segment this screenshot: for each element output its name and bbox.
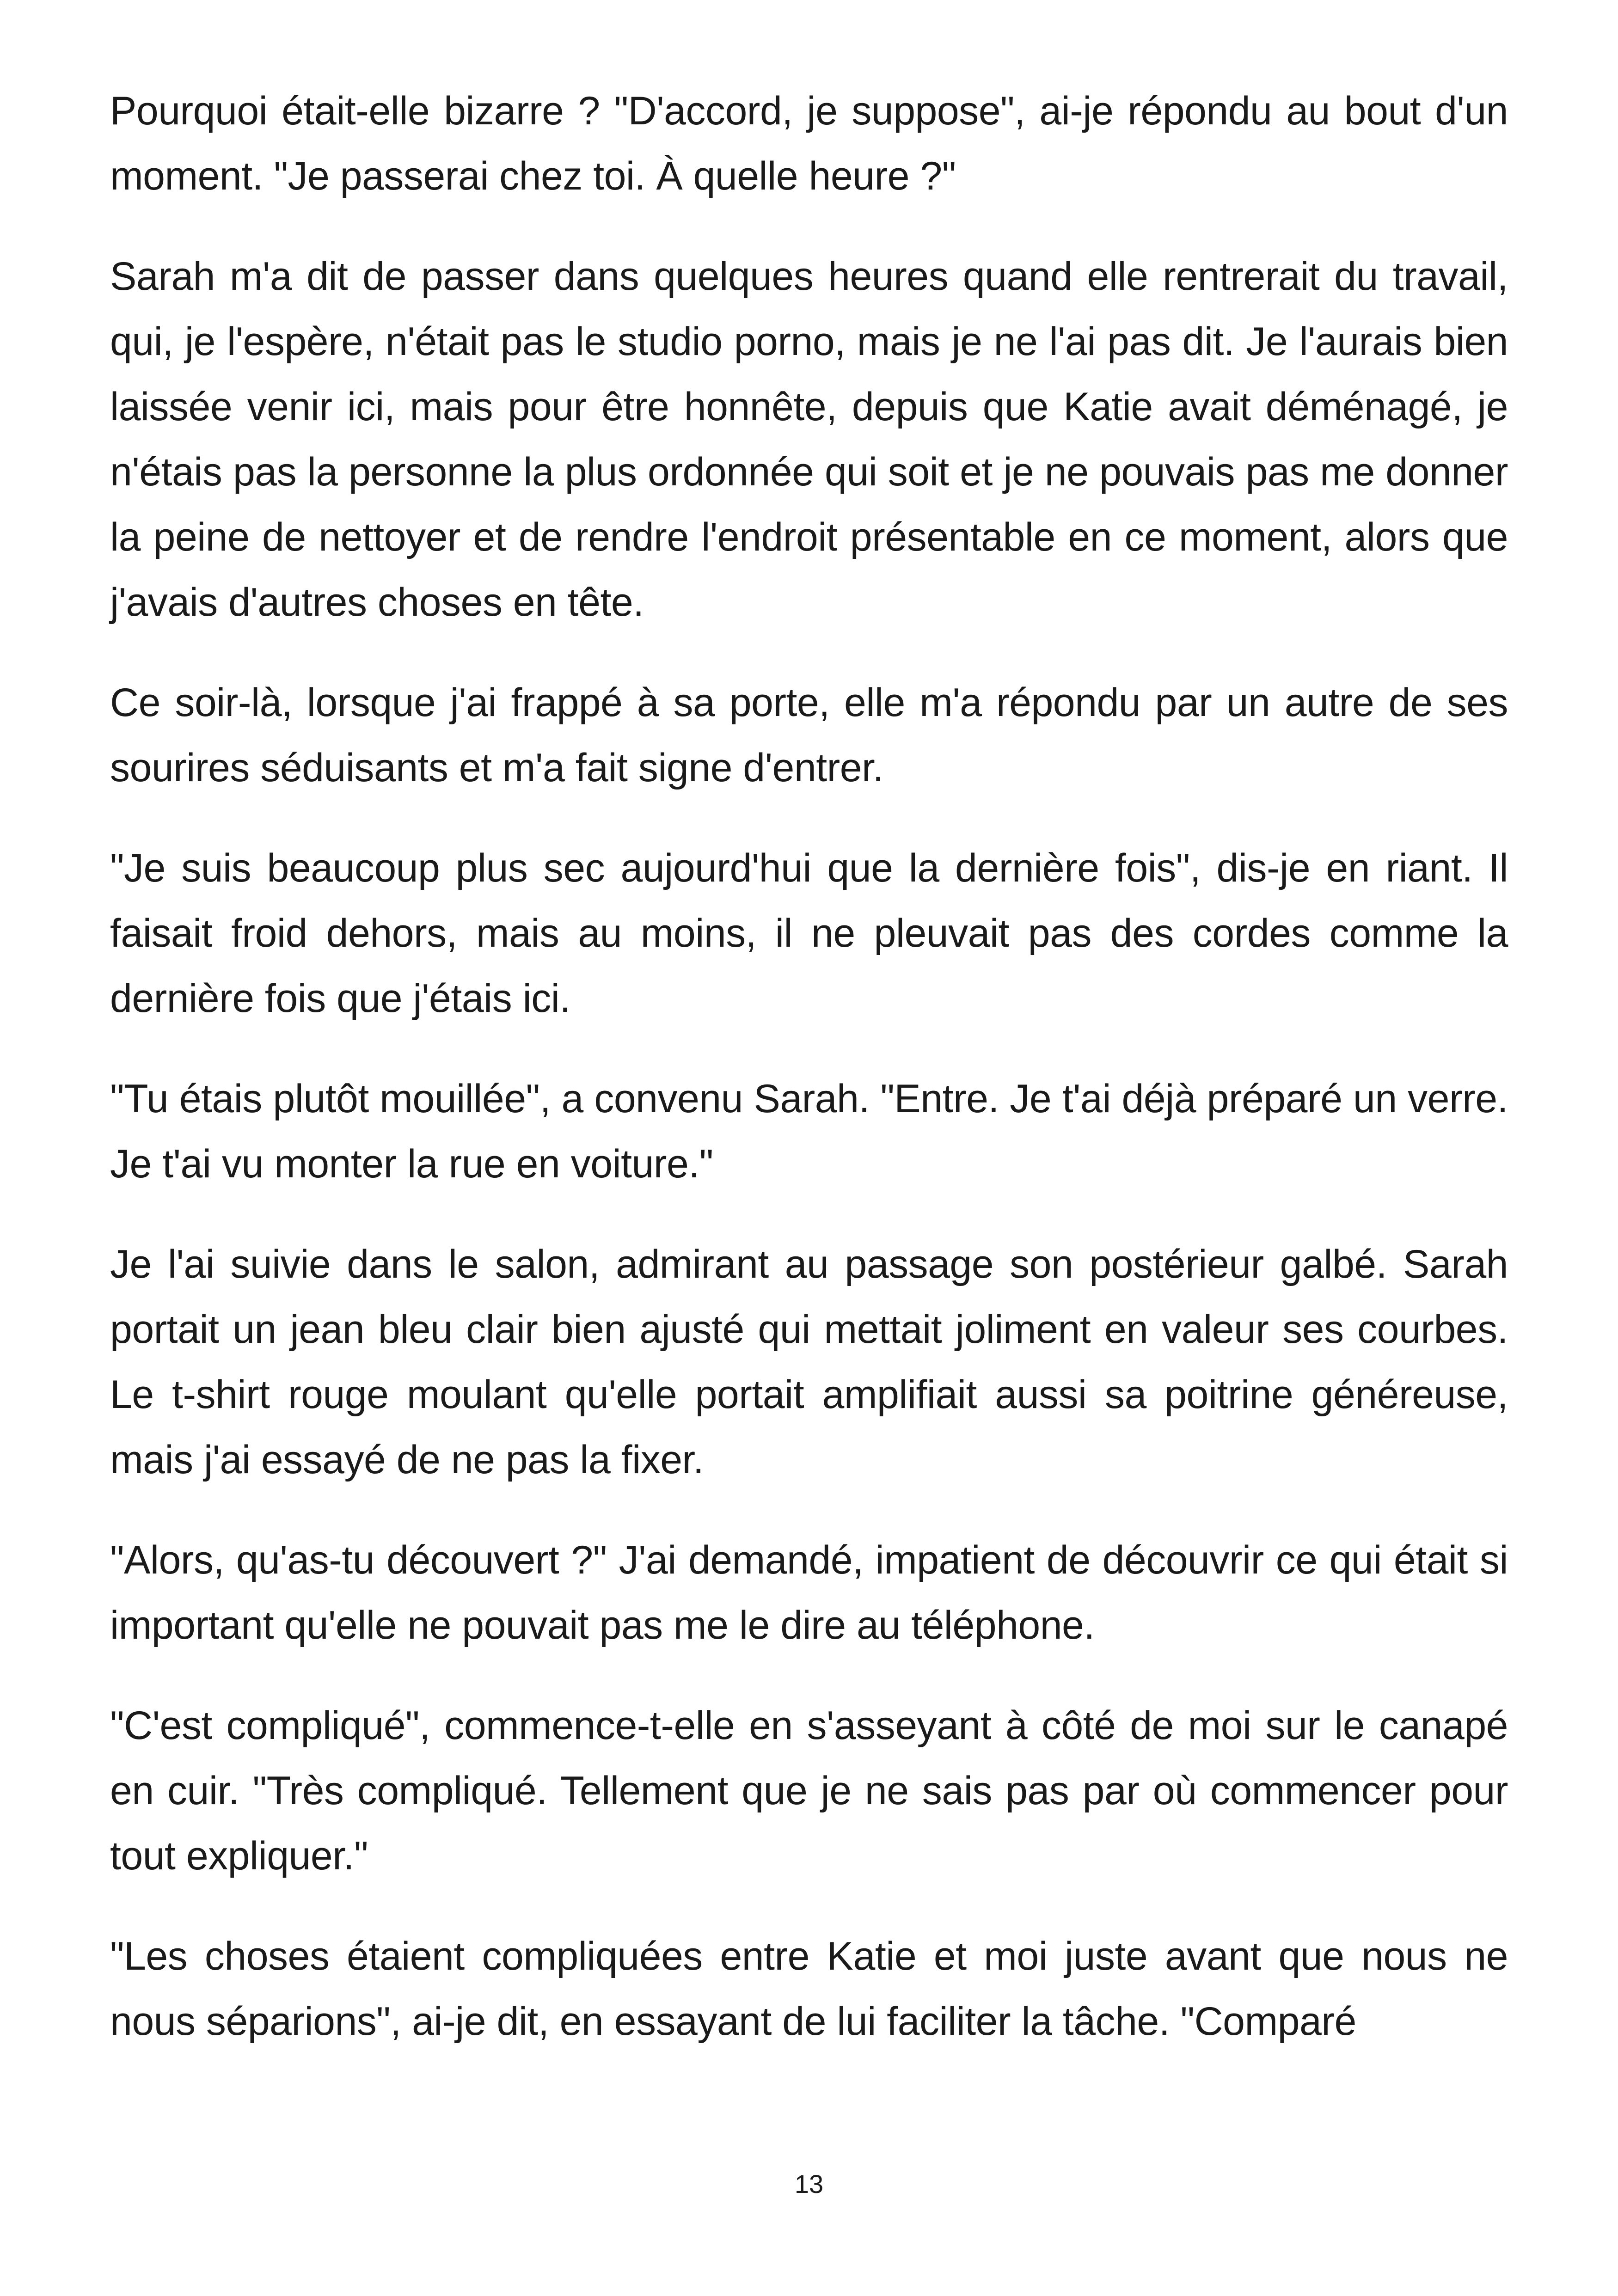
paragraph-2: Sarah m'a dit de passer dans quelques heures quand elle rentrerait du travail, qui, je l'espère, n'était pas le studio porno, mais je ne l'ai pas dit. Je l'aurais bien laissée venir ici, mais pour être honnête, depuis que Katie avait déménagé, je n'étais pas la personne la plus ordonnée qui soit et je ne pouvais pas me donner la peine de nettoyer et de rendre l'endroit présentable en ce moment, alors que j'avais d'autres choses en tête. — [110, 254, 1508, 625]
paragraph-7: "Alors, qu'as-tu découvert ?" J'ai demandé, impatient de découvrir ce qui était si important qu'elle ne pouvait pas me le dire au téléphone. — [110, 1538, 1508, 1647]
paragraph-6: Je l'ai suivie dans le salon, admirant au passage son postérieur galbé. Sarah portait un jean bleu clair bien ajusté qui mettait joliment en valeur ses courbes. Le t-shirt rouge moulant qu'elle portait amplifiait aussi sa poitrine généreuse, mais j'ai essayé de ne pas la fixer. — [110, 1242, 1508, 1482]
paragraph-8: "C'est compliqué", commence-t-elle en s'asseyant à côté de moi sur le canapé en cuir. "Très compliqué. Tellement que je ne sais pas par où commencer pour tout expliquer." — [110, 1703, 1508, 1878]
paragraph-4: "Je suis beaucoup plus sec aujourd'hui que la dernière fois", dis-je en riant. Il faisait froid dehors, mais au moins, il ne pleuvait pas des cordes comme la dernière fois que j'étais ici. — [110, 846, 1508, 1021]
paragraph-5: "Tu étais plutôt mouillée", a convenu Sarah. "Entre. Je t'ai déjà préparé un verre. Je t'ai vu monter la rue en voiture." — [110, 1077, 1508, 1186]
text-body — [110, 79, 1508, 2089]
page-number: 13 — [794, 2169, 824, 2198]
paragraph-9: "Les choses étaient compliquées entre Katie et moi juste avant que nous ne nous séparions", ai-je dit, en essayant de lui faciliter la tâche. "Comparé — [110, 1934, 1508, 2044]
paragraph-1: Pourquoi était-elle bizarre ? "D'accord, je suppose", ai-je répondu au bout d'un moment. "Je passerai chez toi. À quelle heure ?" — [110, 89, 1508, 198]
paragraph-3: Ce soir-là, lorsque j'ai frappé à sa porte, elle m'a répondu par un autre de ses sourires séduisants et m'a fait signe d'entrer. — [110, 680, 1508, 790]
